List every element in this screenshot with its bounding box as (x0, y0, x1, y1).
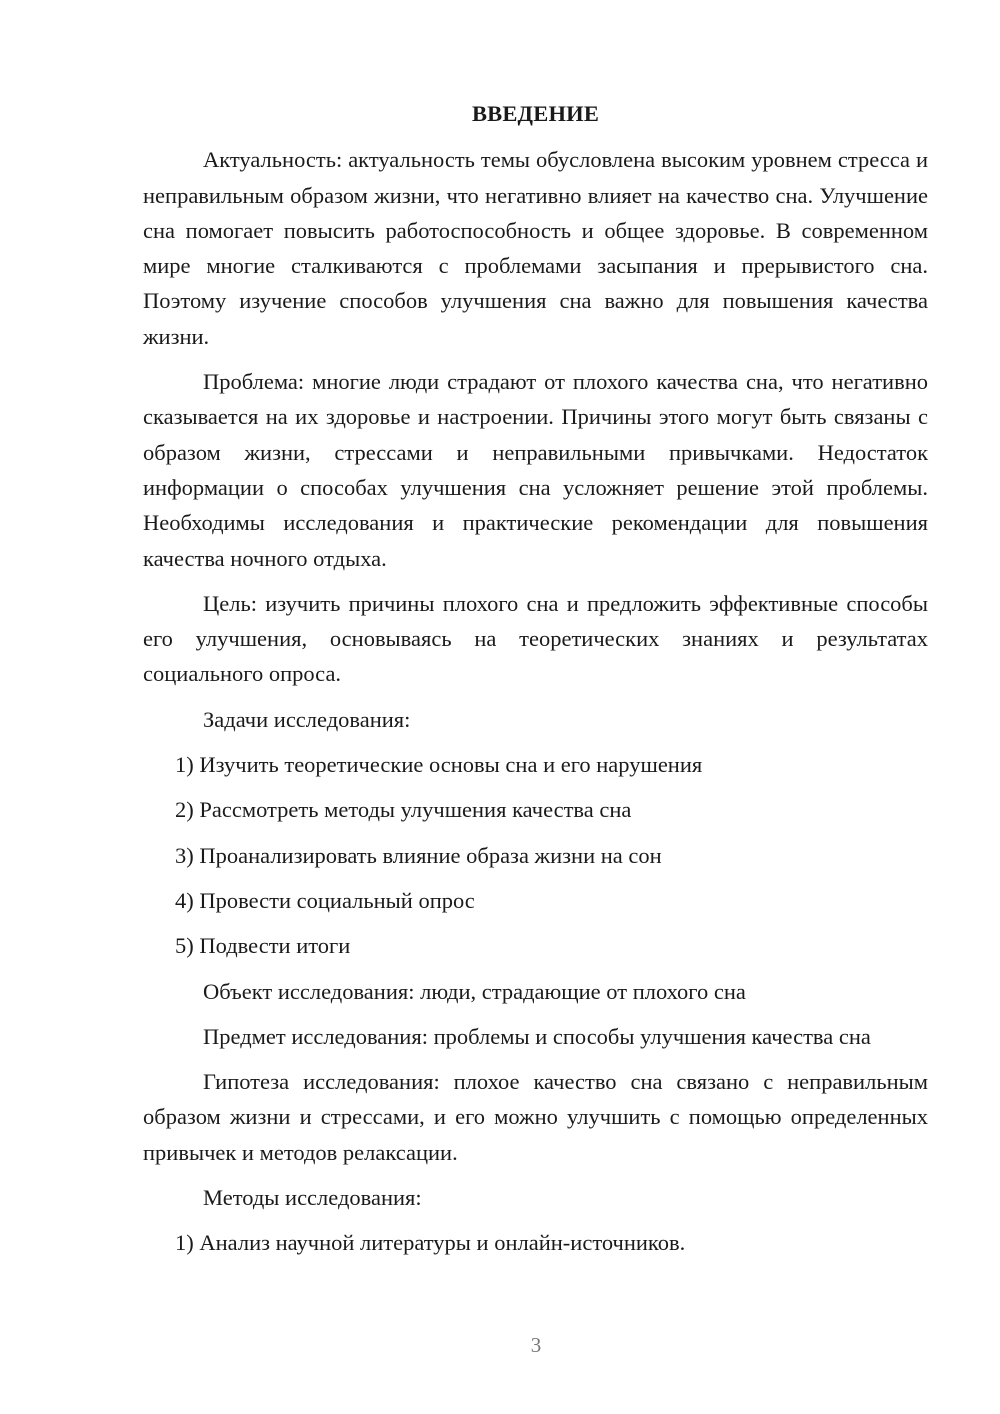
list-item-task-3: 3) Проанализировать влияние образа жизни на сон (175, 842, 662, 868)
problem-paragraph: Проблема: многие люди страдают от плохого качества сна, что негативно сказывается на их здоровье и настроении. Причины этого могут быть связаны с образом жизни, стрессами и неправильными привычками. Недостаток информации о способах улучшения сна усложняет решение этой проблемы. Необходимы исследования и практические рекомендации для повышения качества ночного отдыха. (143, 369, 928, 571)
section-title: ВВЕДЕНИЕ (471, 101, 600, 126)
relevance-paragraph: Актуальность: актуальность темы обусловлена высоким уровнем стресса и неправильным образом жизни, что негативно влияет на качество сна. Улучшение сна помогает повысить работоспособность и общее здоровье. В современном мире многие сталкиваются с проблемами засыпания и прерывистого сна. Поэтому изучение способов улучшения сна важно для повышения качества жизни. (143, 147, 928, 349)
methods-list (143, 1225, 928, 1260)
list-item-method-1: 1) Анализ научной литературы и онлайн-источников. (175, 1230, 686, 1256)
list-item-task-4: 4) Провести социальный опрос (175, 887, 475, 913)
tasks-list (143, 747, 928, 963)
hypothesis-paragraph: Гипотеза исследования: плохое качество сна связано с неправильным образом жизни и стрессами, и его можно улучшить с помощью определенных привычек и методов релаксации. (143, 1069, 928, 1165)
list-item-task-1: 1) Изучить теоретические основы сна и его нарушения (175, 752, 703, 778)
methods-heading: Методы исследования: (203, 1185, 422, 1211)
tasks-heading: Задачи исследования: (203, 706, 411, 732)
goal-paragraph: Цель: изучить причины плохого сна и предложить эффективные способы его улучшения, основываясь на теоретических знаниях и результатах социального опроса. (143, 590, 928, 687)
subject-paragraph: Предмет исследования: проблемы и способы улучшения качества сна (203, 1023, 871, 1049)
list-item-task-2: 2) Рассмотреть методы улучшения качества сна (175, 797, 632, 823)
object-paragraph: Объект исследования: люди, страдающие от плохого сна (203, 978, 746, 1004)
page-content (143, 96, 928, 1271)
page-number: 3 (530, 1333, 542, 1357)
list-item-task-5: 5) Подвести итоги (175, 933, 351, 959)
